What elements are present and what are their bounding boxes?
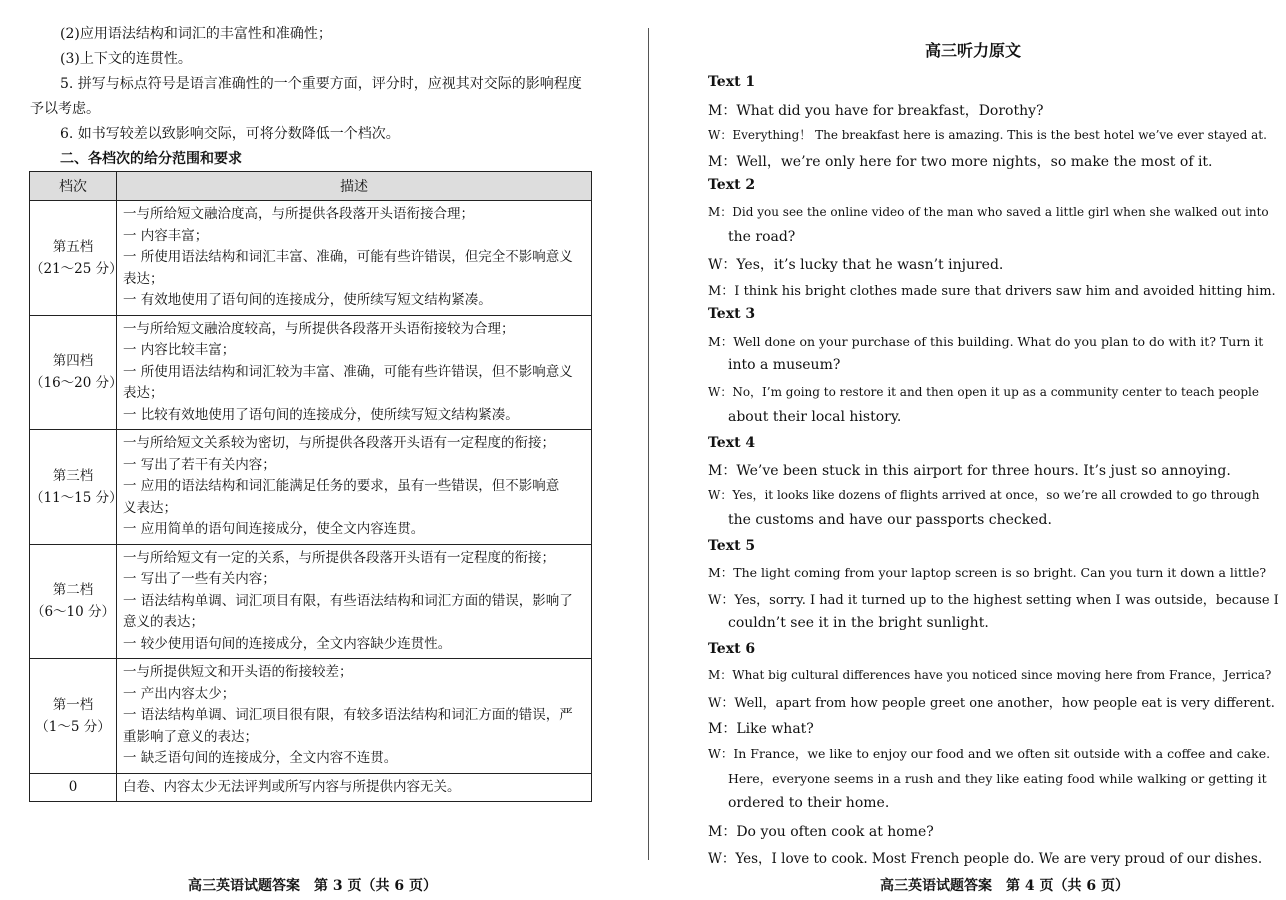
dialogue-line: into a museum? <box>728 357 841 374</box>
level-name: 第三档 <box>52 467 94 484</box>
criteria-line: 6. 如书写较差以致影响交际，可将分数降低一个档次。 <box>60 126 400 142</box>
description-line: 一与所提供短文和开头语的衔接较差； <box>123 664 353 680</box>
level-cell <box>30 315 123 430</box>
description-line: 一 缺乏语句间的连接成分，全文内容不连贯。 <box>123 750 398 766</box>
description-line: 表达； <box>123 385 164 401</box>
dialogue-line: about their local history. <box>728 408 902 425</box>
description-cell <box>117 659 592 774</box>
description-line: 重影响了意义的表达； <box>123 728 258 745</box>
right-page <box>660 0 1286 900</box>
description-cell <box>117 773 592 802</box>
table-row <box>30 659 592 774</box>
page-title: 高三听力原文 <box>924 41 1021 60</box>
section-heading: 二、各档次的给分范围和要求 <box>60 151 242 167</box>
level-name: 第一档 <box>52 696 94 713</box>
level-cell <box>30 773 117 802</box>
level-cell <box>30 201 123 316</box>
description-line: 一 写出了若干有关内容； <box>123 456 276 473</box>
description-line: 一 内容丰富； <box>123 227 209 244</box>
dialogue-line: M：The light coming from your laptop screen is so bright. Can you turn it down a little? <box>708 565 1267 581</box>
level-range: （16～20 分） <box>30 375 123 392</box>
description-line: 一 有效地使用了语句间的连接成分，使所续写短文结构紧凑。 <box>123 292 492 308</box>
dialogue-line: ordered to their home. <box>728 795 890 811</box>
dialogue-line: W：Yes，I love to cook. Most French people do. We are very proud of our dishes. <box>708 850 1263 867</box>
description-line: 意义的表达； <box>123 614 204 630</box>
level-range: （6～10 分） <box>30 604 116 621</box>
text-heading: Text 3 <box>708 305 756 322</box>
level-name: 0 <box>68 779 78 796</box>
criteria-line: (2)应用语法结构和词汇的丰富性和准确性； <box>60 26 332 42</box>
level-name: 第二档 <box>52 582 94 599</box>
left-page <box>0 0 640 900</box>
description-line: 一 所使用语法结构和词汇较为丰富、准确，可能有些许错误，但不影响意义 <box>123 363 573 380</box>
level-name: 第四档 <box>52 353 94 370</box>
dialogue-line: M：Do you often cook at home? <box>708 823 934 840</box>
level-cell <box>30 544 117 659</box>
description-line: 一 所使用语法结构和词汇丰富、准确，可能有些许错误，但完全不影响意义 <box>123 249 573 265</box>
page-divider <box>648 28 649 860</box>
dialogue-line: M：Well，we’re only here for two more nights，so make the most of it. <box>708 154 1213 171</box>
dialogue-line: W：Yes，it’s lucky that he wasn’t injured. <box>708 257 1004 274</box>
dialogue-line: M：We’ve been stuck in this airport for three hours. It’s just so annoying. <box>708 463 1231 480</box>
table-row <box>30 544 592 659</box>
description-line: 一与所给短文有一定的关系，与所提供各段落开头语有一定程度的衔接； <box>123 549 555 566</box>
criteria-line: (3)上下文的连贯性。 <box>60 51 192 67</box>
description-line: 表达； <box>123 270 164 287</box>
dialogue-line: the road? <box>728 228 796 245</box>
description-line: 一 内容比较丰富； <box>123 342 236 358</box>
level-range: （1～5 分） <box>35 718 111 735</box>
level-range: （21～25 分） <box>30 260 123 277</box>
criteria-line: 5. 拼写与标点符号是语言准确性的一个重要方面，评分时，应视其对交际的影响程度 <box>60 76 582 92</box>
table-row <box>30 315 592 430</box>
text-heading: Text 4 <box>708 434 756 451</box>
table-header-row <box>30 172 592 201</box>
page-footer: 高三英语试题答案 第 3 页（共 6 页） <box>188 878 437 894</box>
grading-table <box>29 171 592 802</box>
description-line: 一与所给短文融洽度高，与所提供各段落开头语衔接合理； <box>123 206 474 222</box>
dialogue-line: M：What did you have for breakfast，Dorothy? <box>708 102 1044 119</box>
dialogue-line: Here，everyone seems in a rush and they like eating food while walking or getting it <box>728 771 1267 787</box>
dialogue-line: W：Yes，it looks like dozens of flights arrived at once，so we’re all crowded to go through <box>708 488 1260 502</box>
dialogue-line: M：Did you see the online video of the man who saved a little girl when she walked out into <box>708 204 1269 219</box>
description-line: 白卷、内容太少无法评判或所写内容与所提供内容无关。 <box>123 778 461 795</box>
page-footer: 高三英语试题答案 第 4 页（共 6 页） <box>880 878 1129 894</box>
text-heading: Text 6 <box>708 640 756 657</box>
description-line: 义表达； <box>123 499 177 516</box>
description-cell <box>117 430 592 545</box>
description-line: 一与所给短文关系较为密切，与所提供各段落开头语有一定程度的衔接； <box>123 435 555 451</box>
header-description: 描述 <box>117 172 592 201</box>
dialogue-line: couldn’t see it in the bright sunlight. <box>728 614 989 631</box>
description-line: 一 语法结构单调、词汇项目有限，有些语法结构和词汇方面的错误，影响了 <box>123 592 573 609</box>
dialogue-line: M：What big cultural differences have you noticed since moving here from France，Jerrica? <box>708 668 1272 683</box>
dialogue-line: W：In France，we like to enjoy our food and we often sit outside with a coffee and cake. <box>708 745 1271 761</box>
dialogue-line: M：Like what? <box>708 720 814 737</box>
description-cell <box>117 201 592 316</box>
dialogue-line: M：I think his bright clothes made sure that drivers saw him and avoided hitting him. <box>708 284 1276 299</box>
text-heading: Text 1 <box>708 74 756 90</box>
dialogue-line: W：Everything！ The breakfast here is amazing. This is the best hotel we’ve ever stayed at. <box>708 127 1267 142</box>
description-line: 一 写出了一些有关内容； <box>123 571 276 587</box>
description-line: 一 应用简单的语句间连接成分，使全文内容连贯。 <box>123 521 425 537</box>
table-row <box>30 430 592 545</box>
level-cell <box>30 659 117 774</box>
level-name: 第五档 <box>52 238 94 255</box>
dialogue-line: the customs and have our passports checked. <box>728 511 1052 528</box>
level-cell <box>30 430 123 545</box>
table-row <box>30 773 592 802</box>
dialogue-line: W：Yes，sorry. I had it turned up to the highest setting when I was outside，because I <box>708 593 1279 608</box>
text-heading: Text 2 <box>708 177 756 193</box>
description-line: 一 应用的语法结构和词汇能满足任务的要求，虽有一些错误，但不影响意 <box>123 478 560 494</box>
criteria-line: 予以考虑。 <box>30 101 100 117</box>
description-line: 一 比较有效地使用了语句间的连接成分，使所续写短文结构紧凑。 <box>123 406 519 423</box>
description-cell <box>117 315 592 430</box>
description-cell <box>117 544 592 659</box>
description-line: 一与所给短文融洽度较高，与所提供各段落开头语衔接较为合理； <box>123 320 515 337</box>
dialogue-line: M：Well done on your purchase of this building. What do you plan to do with it? Turn it <box>708 333 1264 349</box>
level-range: （11～15 分） <box>30 489 123 506</box>
header-level: 档次 <box>30 172 117 201</box>
description-line: 一 产出内容太少； <box>123 685 236 702</box>
description-line: 一 较少使用语句间的连接成分，全文内容缺少连贯性。 <box>123 635 452 652</box>
dialogue-line: W：No，I’m going to restore it and then open it up as a community center to teach people <box>708 385 1259 399</box>
dialogue-line: W：Well，apart from how people greet one another，how people eat is very different. <box>708 696 1275 711</box>
table-row <box>30 201 592 316</box>
description-line: 一 语法结构单调、词汇项目很有限，有较多语法结构和词汇方面的错误，严 <box>123 707 573 723</box>
text-heading: Text 5 <box>708 537 756 554</box>
